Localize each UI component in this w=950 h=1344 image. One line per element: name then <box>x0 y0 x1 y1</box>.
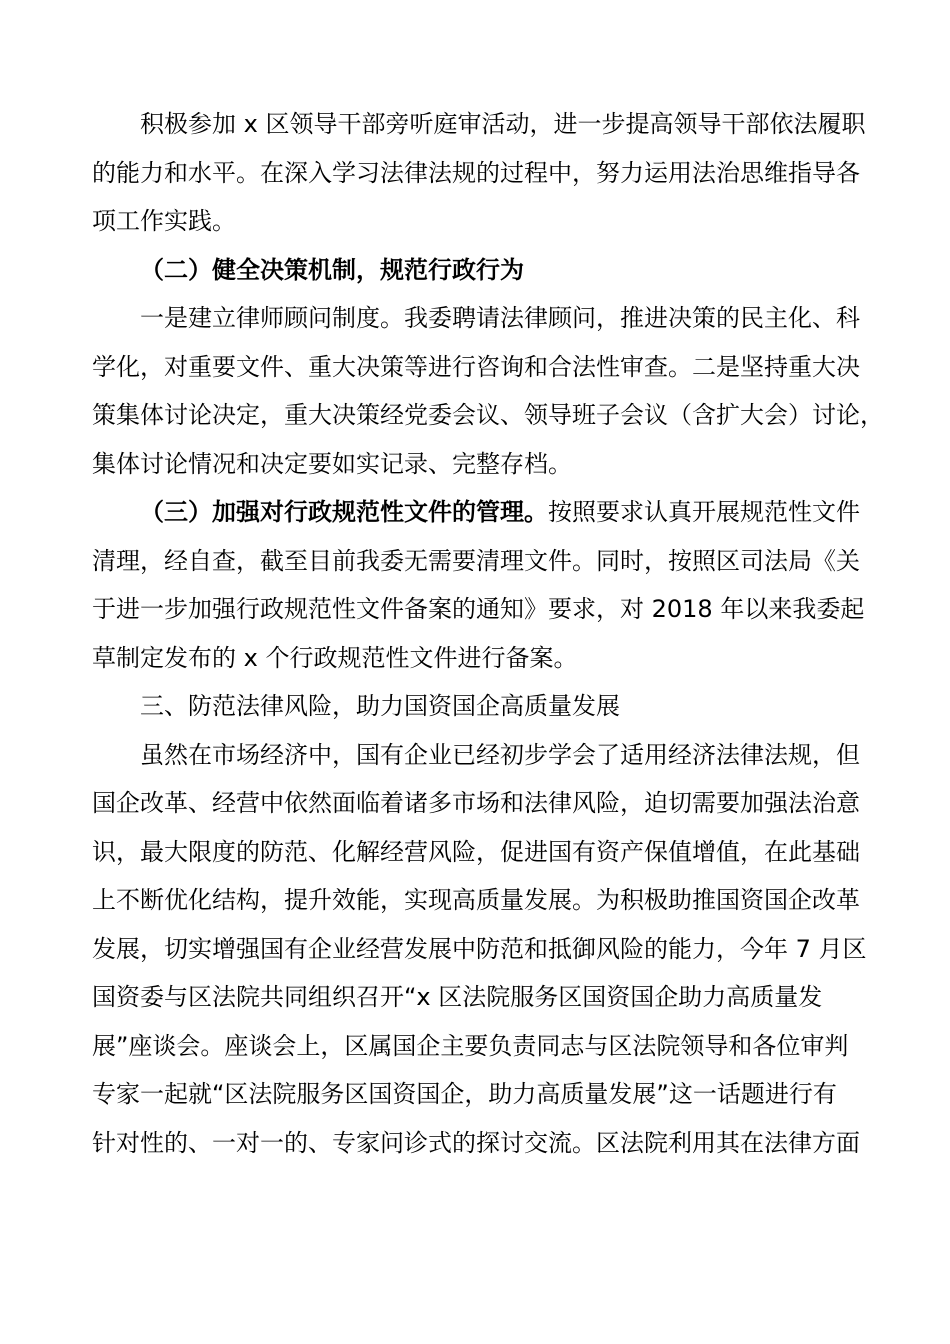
paragraph-text: 按照要求认真开展规范性文件 <box>548 498 860 526</box>
paragraph-line: 一是建立律师顾问制度。我委聘请法律顾问，推进决策的民主化、科 <box>140 304 860 332</box>
paragraph-line: 发展，切实增强国有企业经营发展中防范和抵御风险的能力，今年 7 月区 <box>92 934 867 963</box>
section-heading-line <box>92 488 862 537</box>
paragraph-line: 的能力和水平。在深入学习法律法规的过程中，努力运用法治思维指导各 <box>92 158 860 187</box>
paragraph-line: 国资委与区法院共同组织召开“x 区法院服务区国资国企助力高质量发 <box>92 983 823 1011</box>
section-heading: （二）健全决策机制，规范行政行为 <box>140 255 524 284</box>
paragraph-line: 学化，对重要文件、重大决策等进行咨询和合法性审查。二是坚持重大决 <box>92 352 860 381</box>
section-title: 三、防范法律风险，助力国资国企高质量发展 <box>140 692 620 720</box>
document-body <box>92 100 884 1167</box>
paragraph-line: 国企改革、经营中依然面临着诸多市场和法律风险，迫切需要加强法治意 <box>92 789 860 817</box>
paragraph-line: 策集体讨论决定，重大决策经党委会议、领导班子会议（含扩大会）讨论， <box>92 401 884 429</box>
paragraph-line: 草制定发布的 x 个行政规范性文件进行备案。 <box>92 643 578 672</box>
paragraph-line: 识，最大限度的防范、化解经营风险，促进国有资产保值增值，在此基础 <box>92 837 860 866</box>
paragraph-line: 积极参加 x 区领导干部旁听庭审活动，进一步提高领导干部依法履职 <box>140 110 866 138</box>
paragraph-line: 针对性的、一对一的、专家问诊式的探讨交流。区法院利用其在法律方面 <box>92 1128 860 1157</box>
paragraph-line: 展”座谈会。座谈会上，区属国企主要负责同志与区法院领导和各位审判 <box>92 1031 849 1060</box>
paragraph-line: 于进一步加强行政规范性文件备案的通知》要求，对 2018 年以来我委起 <box>92 595 865 623</box>
paragraph-line: 专家一起就“区法院服务区国资国企，助力高质量发展”这一话题进行有 <box>92 1080 837 1108</box>
paragraph-line: 集体讨论情况和决定要如实记录、完整存档。 <box>92 449 572 478</box>
section-heading: （三）加强对行政规范性文件的管理。 <box>140 498 548 526</box>
paragraph-line: 虽然在市场经济中，国有企业已经初步学会了适用经济法律法规，但 <box>140 740 860 769</box>
paragraph-line: 项工作实践。 <box>92 207 236 235</box>
paragraph-line: 上不断优化结构，提升效能，实现高质量发展。为积极助推国资国企改革 <box>92 886 860 914</box>
paragraph-line: 清理，经自查，截至目前我委无需要清理文件。同时，按照区司法局《关 <box>92 546 860 575</box>
